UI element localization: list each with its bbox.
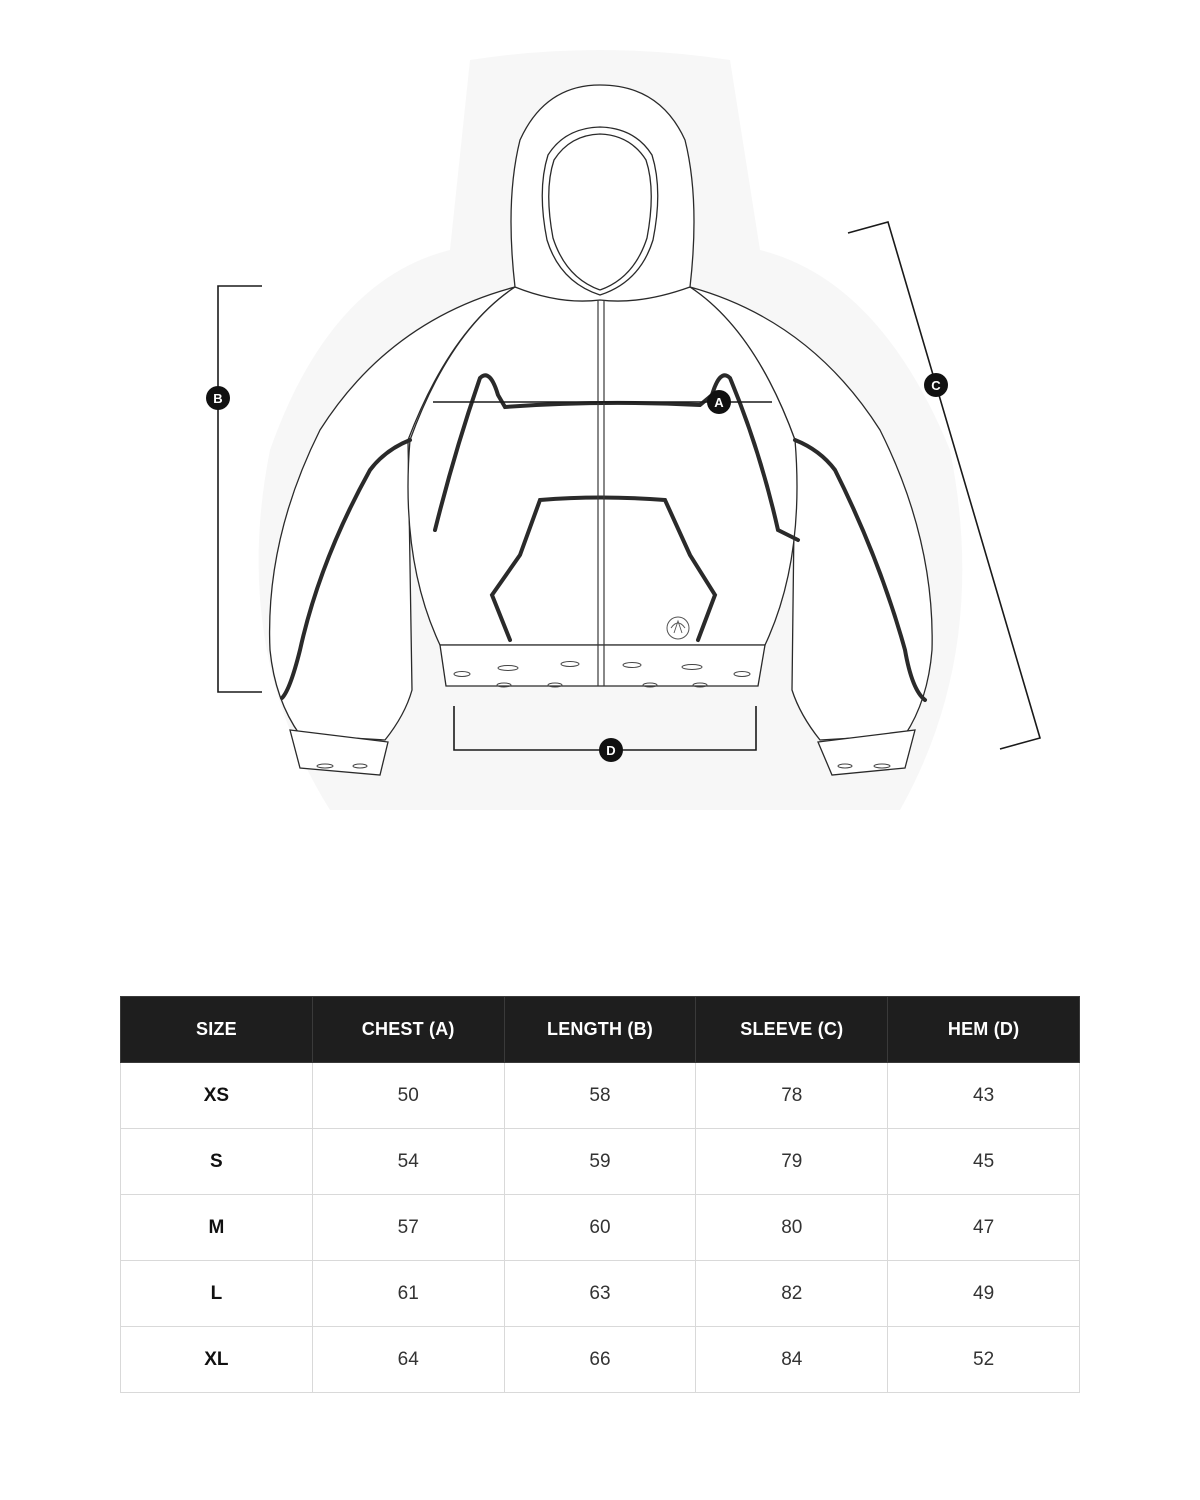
logo-badge — [667, 617, 689, 639]
chest-value: 50 — [312, 1063, 504, 1129]
sleeve-value: 84 — [696, 1327, 888, 1393]
length-value: 60 — [504, 1195, 696, 1261]
chest-value: 54 — [312, 1129, 504, 1195]
measure-b-length — [218, 286, 262, 692]
length-value: 66 — [504, 1327, 696, 1393]
marker-b — [206, 386, 230, 410]
svg-text:B: B — [213, 391, 223, 406]
size-label: S — [121, 1129, 313, 1195]
table-row — [121, 1195, 1080, 1261]
sleeve-value: 79 — [696, 1129, 888, 1195]
sleeve-value: 82 — [696, 1261, 888, 1327]
body-panel — [408, 287, 797, 645]
size-chart-table — [120, 996, 1080, 1393]
hem-value: 47 — [888, 1195, 1080, 1261]
chest-value: 57 — [312, 1195, 504, 1261]
hem-band — [440, 645, 765, 686]
marker-c — [924, 373, 948, 397]
header-length: LENGTH (B) — [504, 997, 696, 1063]
table-row — [121, 1261, 1080, 1327]
table-header-row — [121, 997, 1080, 1063]
length-value: 58 — [504, 1063, 696, 1129]
svg-text:D: D — [606, 743, 616, 758]
size-label: XS — [121, 1063, 313, 1129]
size-label: L — [121, 1261, 313, 1327]
chest-value: 64 — [312, 1327, 504, 1393]
size-label: XL — [121, 1327, 313, 1393]
table-row — [121, 1129, 1080, 1195]
svg-text:C: C — [931, 378, 941, 393]
sleeve-value: 78 — [696, 1063, 888, 1129]
hem-value: 45 — [888, 1129, 1080, 1195]
hem-value: 52 — [888, 1327, 1080, 1393]
length-value: 59 — [504, 1129, 696, 1195]
length-value: 63 — [504, 1261, 696, 1327]
sleeve-value: 80 — [696, 1195, 888, 1261]
hem-value: 43 — [888, 1063, 1080, 1129]
header-hem: HEM (D) — [888, 997, 1080, 1063]
marker-a — [707, 390, 731, 414]
header-chest: CHEST (A) — [312, 997, 504, 1063]
size-label: M — [121, 1195, 313, 1261]
header-size: SIZE — [121, 997, 313, 1063]
header-sleeve: SLEEVE (C) — [696, 997, 888, 1063]
table-row — [121, 1327, 1080, 1393]
svg-text:A: A — [714, 395, 724, 410]
hem-value: 49 — [888, 1261, 1080, 1327]
hoodie-outline — [270, 85, 933, 775]
marker-d — [599, 738, 623, 762]
chest-value: 61 — [312, 1261, 504, 1327]
table-row — [121, 1063, 1080, 1129]
